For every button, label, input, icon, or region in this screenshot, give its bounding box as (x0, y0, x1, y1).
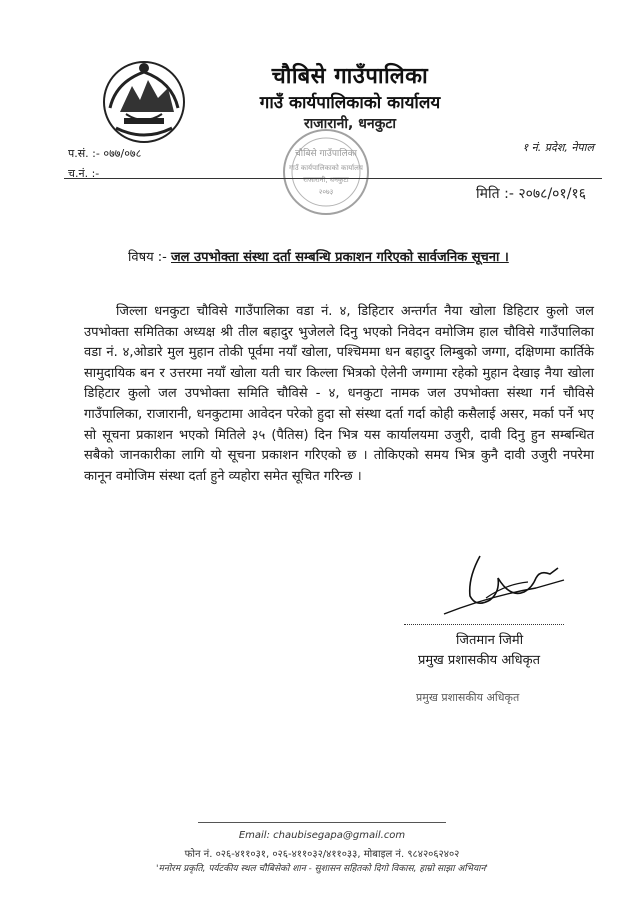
stamp-year: २०७३ (318, 188, 334, 196)
signatory-name: जितमान जिमी (456, 633, 524, 648)
office-stamp (280, 126, 372, 218)
org-name: चौबिसे गाउँपालिका (271, 64, 429, 89)
office-name: गाउँ कार्यपालिकाको कार्यालय (259, 93, 441, 113)
stamp-name: चौबिसे गाउँपालिका (295, 149, 357, 159)
signatory-title: प्रमुख प्रशासकीय अधिकृत (418, 653, 541, 668)
stamp-place: राजारानी, धनकुटा (303, 176, 349, 184)
notice-body: जिल्ला धनकुटा चौविसे गाउँपालिका वडा नं. ४, डिहिटार अन्तर्गत नैया खोला डिहिटार कुलो जल उपभोक्ता समितिका अध्यक्ष श्री तील बहादुर भुजेलले दिनु भएको निवेदन वमोजिम हाल चौविसे गाउँपालिका वडा नं. ४,ओडारे मुल मुहान तोकी पूर्वमा नयाँ खोला, पश्चिममा धन बहादुर लिम्बुको जग्गा, दक्षिणमा कार्तिके सामुदायिक बन र उत्तरमा नयाँ खोला यती चार किल्ला भित्रको ऐलेनी जग्गामा रहेको मुहान देखाइ नैया खोला डिहिटार कुलो जल उपभोक्ता समिति चौविसे - ४, धनकुटा नामक जल उपभोक्ता संस्था गर्न चौविसे गाउँपालिका, राजारानी, धनकुटामा आवेदन परेको हुदा सो संस्था दर्ता गर्दा कोही कसैलाई असर, मर्का पर्ने भए सो सूचना प्रकाशन भएको मितिले ३५ (पैतिस) दिन भित्र यस कार्यालयमा उजुरी, दावी दिनु हुन सम्बन्धित सबैको जानकारीका लागि यो सूचना प्रकाशन गरिएको छ । तोकिएको समय भित्र कुनै दावी उजुरी नपरेमा कानून वमोजिम संस्था दर्ता हुने व्यहोरा समेत सूचित गरिन्छ । (84, 304, 594, 484)
reference-number: प.सं. :- ०७७/०७८ (68, 147, 142, 160)
subject-label: विषय :- (128, 250, 167, 265)
nepal-emblem-icon (96, 52, 192, 148)
dispatch-number: च.नं. :- (68, 167, 100, 180)
subject-line (128, 247, 598, 265)
signature-line (404, 624, 564, 625)
footer-phone: फोन नं. ०२६-४११०३१, ०२६-४११०३२/४११०३३, मोबाइल नं. ९८४२०६२४०२ (184, 849, 460, 860)
office-place: राजारानी, धनकुटा (303, 116, 397, 132)
signature-mark (440, 548, 570, 618)
letter-date: मिति :- २०७८/०१/१६ (476, 186, 586, 202)
header-divider (64, 178, 602, 179)
footer-motto: 'मनोरम प्रकृति, पर्यटकीय स्थल चौबिसेको शान - सुशासन सहितको दिगो विकास, हाम्रो साझा अभियान' (156, 864, 488, 874)
footer-email: Email: chaubisegapa@gmail.com (238, 830, 406, 841)
province-label: १ नं. प्रदेश, नेपाल (522, 141, 594, 154)
footer-divider (198, 822, 446, 823)
stamp-office: गाउँ कार्यपालिकाको कार्यालय (289, 164, 363, 172)
signatory-stamp: प्रमुख प्रशासकीय अधिकृत (416, 691, 520, 704)
subject-text: जल उपभोक्ता संस्था दर्ता सम्बन्धि प्रकाशन गरिएको सार्वजनिक सूचना । (171, 250, 509, 265)
